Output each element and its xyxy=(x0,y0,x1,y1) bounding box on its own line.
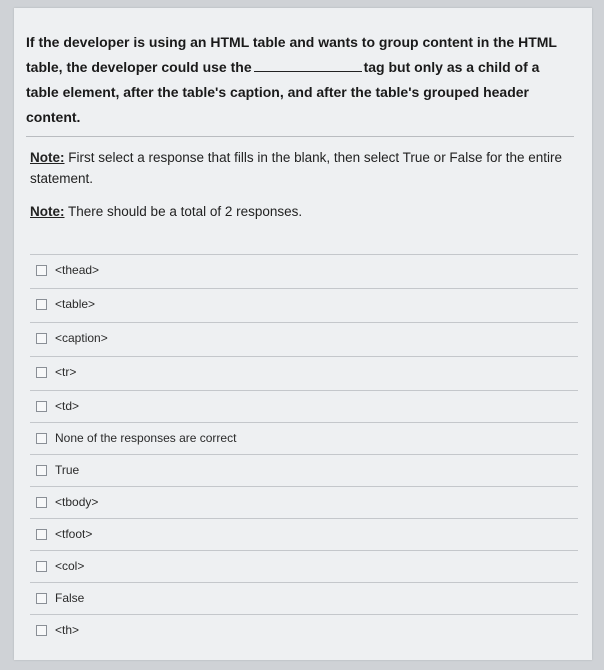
choice-label: <tbody> xyxy=(55,495,99,509)
note-2-label: Note: xyxy=(30,204,65,219)
choice-label: <caption> xyxy=(55,331,108,345)
choice-th[interactable] xyxy=(36,615,566,645)
choice-false[interactable] xyxy=(36,583,566,613)
note-2-text: There should be a total of 2 responses. xyxy=(64,204,303,219)
choice-label: <tfoot> xyxy=(55,527,93,541)
question-text-part1: If the developer is using an HTML table and wants to group content in the HTML table, the developer could use the xyxy=(26,34,557,75)
choice-label: False xyxy=(55,591,85,605)
choice-none-correct[interactable] xyxy=(36,423,566,453)
choice-checkbox[interactable] xyxy=(36,333,47,344)
choice-checkbox[interactable] xyxy=(36,497,47,508)
choice-label: <table> xyxy=(55,297,96,311)
fill-in-blank xyxy=(254,57,362,72)
choice-checkbox[interactable] xyxy=(36,625,47,636)
choice-label: <th> xyxy=(55,623,80,637)
choice-checkbox[interactable] xyxy=(36,465,47,476)
choice-checkbox[interactable] xyxy=(36,265,47,276)
choice-checkbox[interactable] xyxy=(36,401,47,412)
question-card xyxy=(14,8,592,660)
choice-tr[interactable] xyxy=(36,357,566,387)
note-1-text: First select a response that fills in the blank, then select True or False for the entire statement. xyxy=(30,150,562,186)
choice-tfoot[interactable] xyxy=(36,519,566,549)
choice-true[interactable] xyxy=(36,455,566,485)
note-1 xyxy=(30,147,570,189)
choice-checkbox[interactable] xyxy=(36,367,47,378)
choice-label: <thead> xyxy=(55,263,100,277)
choice-checkbox[interactable] xyxy=(36,593,47,604)
choice-label: <tr> xyxy=(55,365,77,379)
choice-thead[interactable] xyxy=(36,255,566,285)
choice-checkbox[interactable] xyxy=(36,529,47,540)
choice-table[interactable] xyxy=(36,289,566,319)
question-text-part2: tag but only as a child of a table element, after the table's caption, and after the table's grouped header content. xyxy=(26,59,540,125)
choice-label: True xyxy=(55,463,80,477)
question-text xyxy=(26,30,574,130)
choice-checkbox[interactable] xyxy=(36,561,47,572)
choice-tbody[interactable] xyxy=(36,487,566,517)
note-1-label: Note: xyxy=(30,150,65,165)
choice-caption[interactable] xyxy=(36,323,566,353)
note-2 xyxy=(30,201,570,222)
choice-label: None of the responses are correct xyxy=(55,431,237,445)
section-divider xyxy=(26,136,574,137)
choice-label: <col> xyxy=(55,559,85,573)
choice-label: <td> xyxy=(55,399,80,413)
choice-td[interactable] xyxy=(36,391,566,421)
choice-checkbox[interactable] xyxy=(36,299,47,310)
choice-col[interactable] xyxy=(36,551,566,581)
choice-checkbox[interactable] xyxy=(36,433,47,444)
